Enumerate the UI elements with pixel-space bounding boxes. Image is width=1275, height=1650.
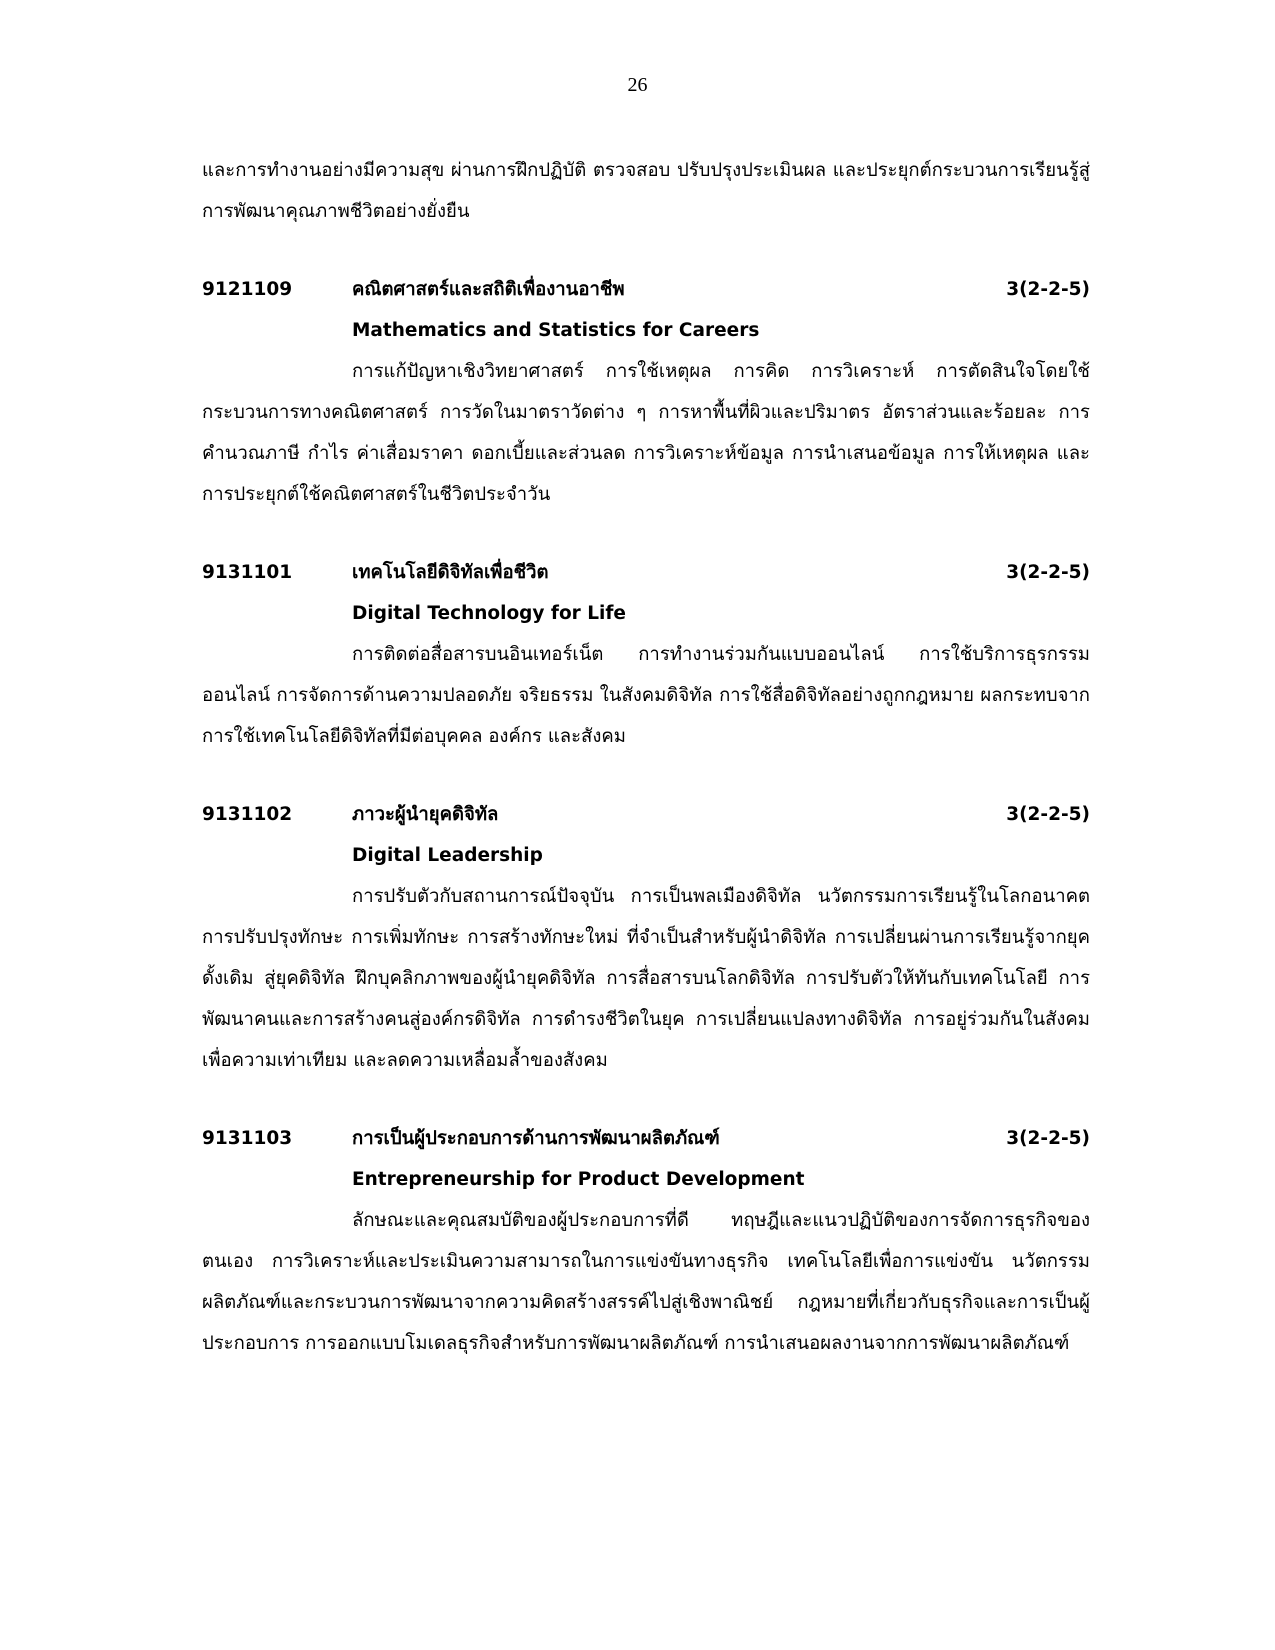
course-title-english: Entrepreneurship for Product Development: [352, 1169, 805, 1190]
course-block: [202, 269, 1090, 515]
course-title-thai: การเป็นผู้ประกอบการด้านการพัฒนาผลิตภัณฑ์: [352, 1128, 720, 1149]
course-credits: 3(2-2-5): [1006, 279, 1090, 300]
course-description: ลักษณะและคุณสมบัติของผู้ประกอบการที่ดี ทฤษฎีและแนวปฏิบัติของการจัดการธุรกิจของตนเอง การวิเคราะห์และประเมินความสามารถในการแข่งขันทางธุรกิจ เทคโนโลยีเพื่อการแข่งขัน นวัตกรรมผลิตภัณฑ์และกระบวนการพัฒนาจากความคิดสร้างสรรค์ไปสู่เชิงพาณิชย์ กฎหมายที่เกี่ยวกับธุรกิจและการเป็นผู้ประกอบการ การออกแบบโมเดลธุรกิจสำหรับการพัฒนาผลิตภัณฑ์ การนำเสนอผลงานจากการพัฒนาผลิตภัณฑ์: [202, 1210, 1090, 1354]
course-block: [202, 1118, 1090, 1364]
course-credits: 3(2-2-5): [1006, 1128, 1090, 1149]
course-title-thai: เทคโนโลยีดิจิทัลเพื่อชีวิต: [352, 562, 549, 583]
course-code: 9131103: [202, 1128, 293, 1149]
course-code: 9131102: [202, 804, 293, 825]
course-block: [202, 552, 1090, 757]
course-title-english: Mathematics and Statistics for Careers: [352, 320, 760, 341]
page-number: 26: [627, 74, 648, 96]
course-credits: 3(2-2-5): [1006, 804, 1090, 825]
document-body: [202, 150, 1090, 1364]
course-description: การปรับตัวกับสถานการณ์ปัจจุบัน การเป็นพลเมืองดิจิทัล นวัตกรรมการเรียนรู้ในโลกอนาคต การปรับปรุงทักษะ การเพิ่มทักษะ การสร้างทักษะใหม่ ที่จำเป็นสำหรับผู้นำดิจิทัล การเปลี่ยนผ่านการเรียนรู้จากยุคดั้งเดิม สู่ยุคดิจิทัล ฝึกบุคลิกภาพของผู้นำยุคดิจิทัล การสื่อสารบนโลกดิจิทัล การปรับตัวให้ทันกับเทคโนโลยี การพัฒนาคนและการสร้างคนสู่องค์กรดิจิทัล การดำรงชีวิตในยุค การเปลี่ยนแปลงทางดิจิทัล การอยู่ร่วมกันในสังคมเพื่อความเท่าเทียม และลดความเหลื่อมล้ำของสังคม: [202, 886, 1090, 1071]
course-block: [202, 794, 1090, 1081]
course-title-english: Digital Leadership: [352, 845, 543, 866]
course-header: [202, 552, 1090, 593]
course-header: [202, 269, 1090, 310]
intro-paragraph: และการทำงานอย่างมีความสุข ผ่านการฝึกปฏิบัติ ตรวจสอบ ปรับปรุงประเมินผล และประยุกต์กระบวนการเรียนรู้สู่การพัฒนาคุณภาพชีวิตอย่างยั่งยืน: [202, 160, 1090, 222]
course-description: การติดต่อสื่อสารบนอินเทอร์เน็ต การทำงานร่วมกันแบบออนไลน์ การใช้บริการธุรกรรมออนไลน์ การจัดการด้านความปลอดภัย จริยธรรม ในสังคมดิจิทัล การใช้สื่อดิจิทัลอย่างถูกกฎหมาย ผลกระทบจากการใช้เทคโนโลยีดิจิทัลที่มีต่อบุคคล องค์กร และสังคม: [202, 644, 1090, 747]
course-description: การแก้ปัญหาเชิงวิทยาศาสตร์ การใช้เหตุผล การคิด การวิเคราะห์ การตัดสินใจโดยใช้กระบวนการทางคณิตศาสตร์ การวัดในมาตราวัดต่าง ๆ การหาพื้นที่ผิวและปริมาตร อัตราส่วนและร้อยละ การคำนวณภาษี กำไร ค่าเสื่อมราคา ดอกเบี้ยและส่วนลด การวิเคราะห์ข้อมูล การนำเสนอข้อมูล การให้เหตุผล และการประยุกต์ใช้คณิตศาสตร์ในชีวิตประจำวัน: [202, 361, 1090, 505]
course-title-english: Digital Technology for Life: [352, 603, 626, 624]
course-title-thai: ภาวะผู้นำยุคดิจิทัล: [352, 804, 499, 825]
course-credits: 3(2-2-5): [1006, 562, 1090, 583]
course-title-thai: คณิตศาสตร์และสถิติเพื่องานอาชีพ: [352, 279, 625, 300]
course-header: [202, 794, 1090, 835]
course-code: 9131101: [202, 562, 293, 583]
course-code: 9121109: [202, 279, 293, 300]
course-header: [202, 1118, 1090, 1159]
